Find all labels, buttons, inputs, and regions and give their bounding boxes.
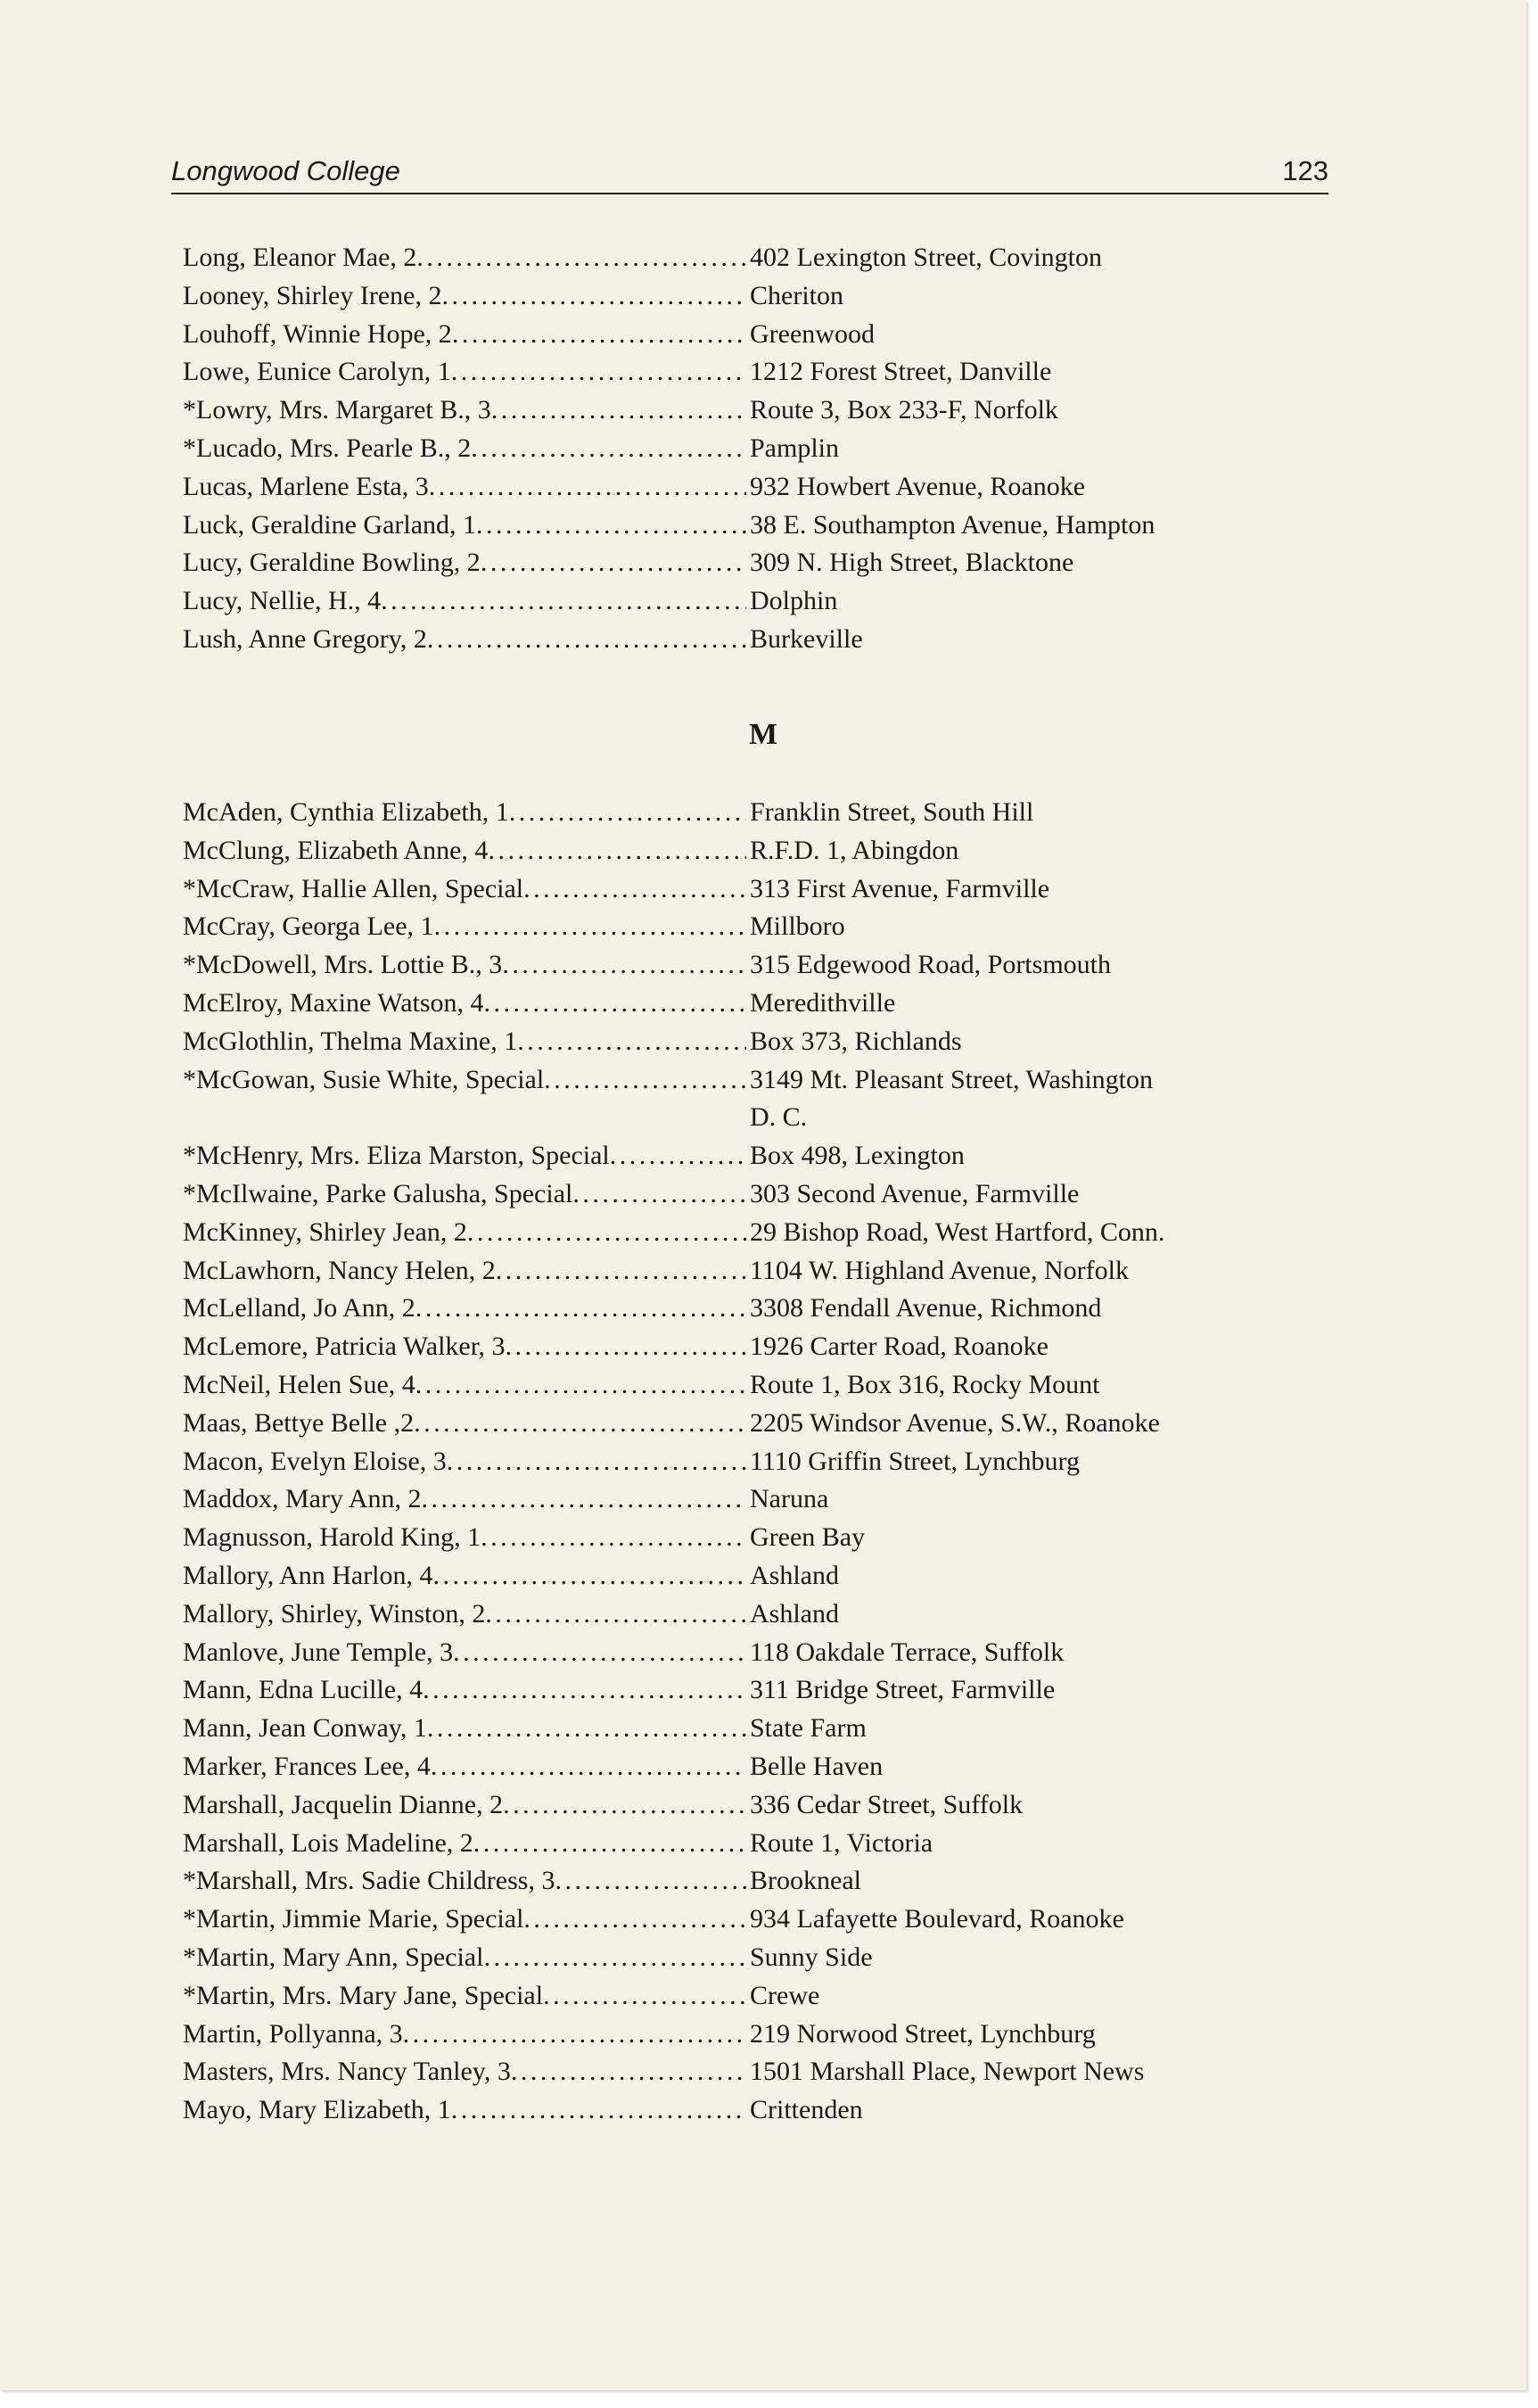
student-address: 336 Cedar Street, Suffolk (750, 1789, 1024, 1819)
leader-dots (476, 507, 746, 545)
student-name: McElroy, Maxine Watson, 4 (183, 987, 484, 1018)
section-letter-m: M (748, 718, 778, 751)
student-address: Route 1, Box 316, Rocky Mount (750, 1369, 1100, 1399)
student-name: McLemore, Patricia Walker, 3 (183, 1332, 506, 1362)
leader-dots (447, 1443, 746, 1481)
directory-entry (183, 1825, 1351, 1863)
directory-entry (183, 2016, 1351, 2054)
student-address: 311 Bridge Street, Farmville (750, 1675, 1056, 1705)
student-name: Magnusson, Harold King, 1 (183, 1522, 481, 1553)
student-address: R.F.D. 1, Abingdon (750, 835, 959, 865)
leader-dots (416, 239, 746, 277)
leader-dots (415, 1366, 746, 1405)
student-name: *Marshall, Mrs. Sadie Childress, 3 (183, 1866, 555, 1896)
directory-entry (183, 1175, 1351, 1214)
student-name: Manlove, June Temple, 3 (183, 1637, 454, 1667)
student-name: Lucas, Marlene Esta, 3 (183, 471, 429, 501)
directory-entry (183, 985, 1351, 1023)
directory-entry (183, 794, 1351, 832)
page-number: 123 (1282, 155, 1328, 186)
student-address: Franklin Street, South Hill (750, 797, 1034, 827)
directory-entry (183, 1214, 1351, 1252)
student-name: *McDowell, Mrs. Lottie B., 3 (183, 950, 503, 980)
directory-entry (183, 1557, 1351, 1596)
directory-entry (183, 870, 1351, 909)
student-name: *Martin, Mrs. Mary Jane, Special (183, 1980, 544, 2010)
student-address: Belle Haven (750, 1751, 884, 1781)
student-address: Naruna (750, 1484, 829, 1514)
directory-entry (183, 1023, 1351, 1061)
student-name: *McCraw, Hallie Allen, Special (183, 873, 524, 903)
directory-entry (183, 277, 1351, 316)
student-address: 313 First Avenue, Farmville (750, 873, 1050, 903)
leader-dots (509, 794, 746, 832)
student-name: McAden, Cynthia Elizabeth, 1 (183, 797, 509, 827)
leader-dots (481, 544, 746, 582)
directory-entry (183, 316, 1351, 354)
student-name: Marshall, Jacquelin Dianne, 2 (183, 1789, 504, 1819)
leader-dots (491, 392, 746, 430)
directory-entry (183, 1786, 1351, 1825)
directory-entry (183, 1710, 1351, 1748)
directory-entry (183, 1634, 1351, 1672)
student-name: McKinney, Shirley Jean, 2 (183, 1216, 467, 1247)
leader-dots (544, 1061, 746, 1100)
directory-entry (183, 468, 1351, 507)
student-address: 1501 Marshall Place, Newport News (750, 2057, 1145, 2087)
directory-entry (183, 1328, 1351, 1366)
student-address: Ashland (750, 1560, 839, 1590)
directory-entry (183, 2053, 1351, 2091)
student-name: McClung, Elizabeth Anne, 4 (183, 835, 489, 865)
leader-dots (517, 1023, 746, 1061)
student-name: Maas, Bettye Belle ,2 (183, 1407, 415, 1438)
leader-dots (429, 468, 746, 507)
student-name: McLawhorn, Nancy Helen, 2 (183, 1255, 496, 1285)
directory-entry (183, 582, 1351, 621)
student-address: 118 Oakdale Terrace, Suffolk (750, 1637, 1065, 1667)
directory-entry (183, 1405, 1351, 1443)
directory-entry (183, 908, 1351, 946)
student-address: 1104 W. Highland Avenue, Norfolk (750, 1255, 1129, 1285)
student-list-m (183, 794, 1351, 2130)
student-address: State Farm (750, 1713, 867, 1744)
student-name: Luck, Geraldine Garland, 1 (183, 509, 477, 540)
student-name: McGlothlin, Thelma Maxine, 1 (183, 1026, 518, 1056)
running-head: Longwood College (171, 155, 400, 186)
student-address: Brookneal (750, 1866, 861, 1896)
student-address: 402 Lexington Street, Covington (750, 243, 1102, 272)
student-address: Route 3, Box 233-F, Norfolk (750, 395, 1058, 425)
directory-entry (183, 1977, 1351, 2016)
student-name: *McIlwaine, Parke Galusha, Special (183, 1178, 573, 1208)
leader-dots (502, 946, 746, 985)
student-address: 315 Edgewood Road, Portsmouth (750, 950, 1111, 980)
student-name: Lucy, Nellie, H., 4 (183, 586, 382, 616)
leader-dots (506, 1328, 746, 1366)
leader-dots (481, 1519, 746, 1557)
student-name: Macon, Evelyn Eloise, 3 (183, 1446, 447, 1476)
leader-dots (496, 1252, 746, 1291)
leader-dots (610, 1137, 746, 1175)
directory-entry (183, 1748, 1351, 1786)
student-address: Route 1, Victoria (750, 1827, 933, 1858)
leader-dots (434, 908, 746, 946)
directory-entry (183, 353, 1351, 392)
directory-entry (183, 1519, 1351, 1557)
student-name: Louhoff, Winnie Hope, 2 (183, 318, 452, 349)
leader-dots (511, 2053, 746, 2091)
student-address: 1110 Griffin Street, Lynchburg (750, 1446, 1080, 1476)
leader-dots (427, 1710, 746, 1748)
student-address: Crittenden (750, 2095, 863, 2125)
leader-dots (414, 1405, 746, 1443)
directory-entry (183, 621, 1351, 659)
leader-dots (381, 582, 746, 621)
student-address-continued: D. C. (750, 1102, 808, 1133)
directory-entry (183, 1862, 1351, 1901)
student-address: Crewe (750, 1980, 820, 2010)
student-address: 303 Second Avenue, Farmville (750, 1178, 1080, 1208)
leader-dots (572, 1175, 746, 1214)
leader-dots (543, 1977, 746, 2016)
leader-dots (488, 832, 746, 870)
student-address: Greenwood (750, 318, 875, 349)
student-address: 934 Lafayette Boulevard, Roanoke (750, 1904, 1124, 1934)
student-address: Box 498, Lexington (750, 1141, 965, 1171)
leader-dots (503, 1786, 746, 1825)
student-name: Maddox, Mary Ann, 2 (183, 1484, 422, 1514)
directory-entry (183, 832, 1351, 870)
student-address: 3149 Mt. Pleasant Street, Washington (750, 1064, 1153, 1094)
student-address: 219 Norwood Street, Lynchburg (750, 2018, 1096, 2049)
student-address: Box 373, Richlands (750, 1026, 962, 1056)
student-name: Mallory, Ann Harlon, 4 (183, 1560, 433, 1590)
student-name: *Lowry, Mrs. Margaret B., 3 (183, 395, 491, 425)
directory-entry (183, 1480, 1351, 1519)
leader-dots (433, 1557, 746, 1596)
leader-dots (523, 870, 746, 909)
directory-entry (183, 946, 1351, 985)
directory-entry (183, 1671, 1351, 1710)
student-address: Meredithville (750, 987, 896, 1018)
leader-dots (485, 1596, 746, 1634)
leader-dots (421, 1480, 746, 1519)
address-continuation (183, 1099, 1351, 1137)
student-address: 932 Howbert Avenue, Roanoke (750, 471, 1086, 501)
student-address: Dolphin (750, 586, 838, 616)
student-name: McNeil, Helen Sue, 4 (183, 1369, 415, 1399)
directory-entry (183, 2091, 1351, 2130)
student-address: 2205 Windsor Avenue, S.W., Roanoke (750, 1407, 1160, 1438)
leader-dots (467, 1214, 746, 1252)
leader-dots (451, 2091, 746, 2130)
student-name: Mayo, Mary Elizabeth, 1 (183, 2095, 451, 2125)
leader-dots (441, 277, 746, 316)
student-address: Burkeville (750, 623, 863, 654)
leader-dots (523, 1901, 746, 1939)
directory-entry (183, 1939, 1351, 1977)
student-address: 3308 Fendall Avenue, Richmond (750, 1293, 1102, 1324)
student-address: Sunny Side (750, 1942, 873, 1972)
leader-dots (452, 316, 746, 354)
student-name: Marshall, Lois Madeline, 2 (183, 1827, 473, 1858)
student-list-l (183, 239, 1351, 659)
student-name: *McHenry, Mrs. Eliza Marston, Special (183, 1141, 610, 1171)
leader-dots (431, 1748, 746, 1786)
directory-entry (183, 1596, 1351, 1634)
student-name: Lucy, Geraldine Bowling, 2 (183, 548, 481, 578)
student-name: Marker, Frances Lee, 4 (183, 1751, 431, 1781)
leader-dots (415, 1290, 746, 1328)
student-address: Cheriton (750, 280, 843, 310)
leader-dots (483, 1939, 746, 1977)
directory-entry (183, 1252, 1351, 1291)
leader-dots (453, 1634, 746, 1672)
student-name: *Lucado, Mrs. Pearle B., 2 (183, 433, 472, 463)
directory-entry (183, 1137, 1351, 1175)
directory-entry (183, 1366, 1351, 1405)
student-name: *McGowan, Susie White, Special (183, 1064, 545, 1094)
directory-entry (183, 1443, 1351, 1481)
leader-dots (427, 621, 746, 659)
directory-entry (183, 1901, 1351, 1939)
student-name: *Martin, Jimmie Marie, Special (183, 1904, 524, 1934)
student-name: Mann, Jean Conway, 1 (183, 1713, 427, 1744)
student-address: 29 Bishop Road, West Hartford, Conn. (750, 1216, 1165, 1247)
student-address: 309 N. High Street, Blacktone (750, 548, 1074, 578)
student-name: McCray, Georga Lee, 1 (183, 911, 434, 942)
student-name: Lowe, Eunice Carolyn, 1 (183, 357, 451, 387)
student-name: Mann, Edna Lucille, 4 (183, 1675, 424, 1705)
student-address: Ashland (750, 1598, 839, 1629)
student-address: 1212 Forest Street, Danville (750, 357, 1052, 387)
directory-entry (183, 392, 1351, 430)
directory-entry (183, 239, 1351, 277)
leader-dots (451, 353, 746, 392)
student-name: Lush, Anne Gregory, 2 (183, 623, 427, 654)
leader-dots (471, 430, 746, 468)
student-address: Pamplin (750, 433, 840, 463)
directory-entry (183, 544, 1351, 582)
student-name: Mallory, Shirley, Winston, 2 (183, 1598, 486, 1629)
leader-dots (473, 1825, 746, 1863)
student-name: *Martin, Mary Ann, Special (183, 1942, 484, 1972)
student-name: Long, Eleanor Mae, 2 (183, 243, 417, 272)
student-address: Millboro (750, 911, 845, 942)
student-name: McLelland, Jo Ann, 2 (183, 1293, 415, 1324)
leader-dots (484, 985, 746, 1023)
student-address: 38 E. Southampton Avenue, Hampton (750, 509, 1156, 540)
directory-entry (183, 430, 1351, 468)
student-name: Masters, Mrs. Nancy Tanley, 3 (183, 2057, 511, 2087)
directory-entry (183, 507, 1351, 545)
student-name: Martin, Pollyanna, 3 (183, 2018, 403, 2049)
student-address: 1926 Carter Road, Roanoke (750, 1332, 1049, 1362)
leader-dots (555, 1862, 746, 1901)
page-header (171, 152, 1328, 194)
directory-entry (183, 1290, 1351, 1328)
student-address: Green Bay (750, 1522, 866, 1553)
student-name: Looney, Shirley Irene, 2 (183, 280, 442, 310)
leader-dots (423, 1671, 746, 1710)
leader-dots (403, 2016, 746, 2054)
directory-entry (183, 1061, 1351, 1100)
